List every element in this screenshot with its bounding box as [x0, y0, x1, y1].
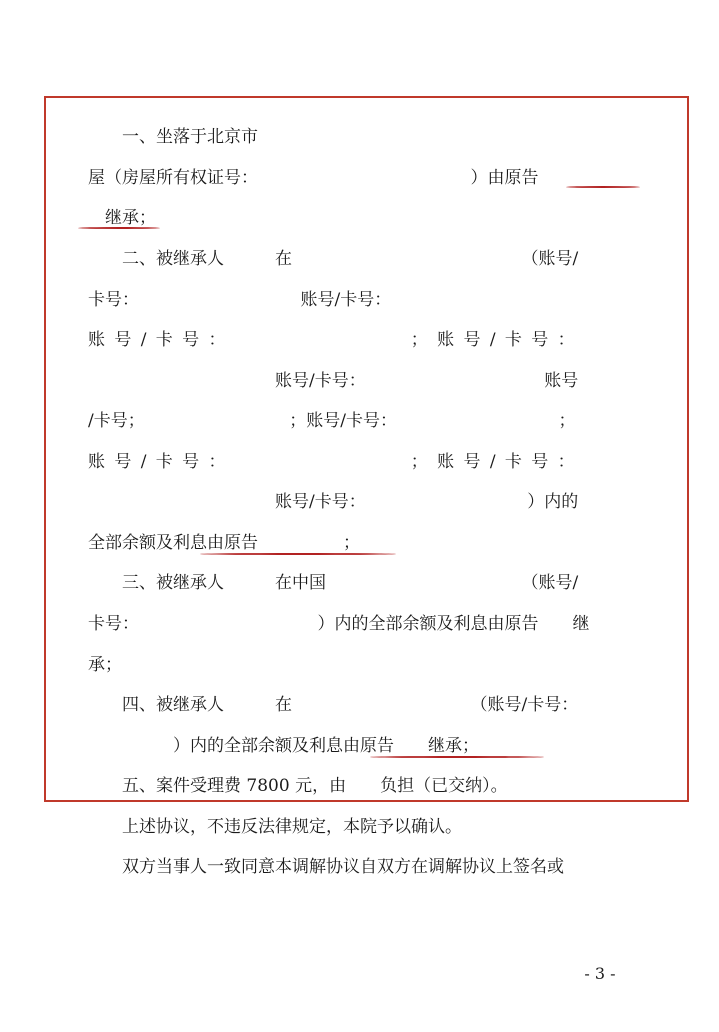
text-line-15: 四、被继承人 在 （账号/卡号： [88, 695, 579, 715]
red-underline [78, 227, 160, 229]
text-line-2: 屋（房屋所有权证号： ）由原告 [88, 168, 539, 188]
text-line-6: 账号/卡号： ；账号/卡号： [88, 330, 584, 350]
text-line-4: 二、被继承人 在 （账号/ [88, 249, 579, 269]
text-line-8: /卡号； ；账号/卡号： ； [88, 411, 576, 431]
text-line-10: 账号/卡号： ）内的 [88, 492, 579, 512]
text-line-14: 承； [88, 655, 122, 675]
text-line-12: 三、被继承人 在中国 （账号/ [88, 573, 579, 593]
text-line-17: 五、案件受理费 7800 元，由 负担（已交纳）。 [88, 776, 508, 796]
text-line-7: 账号/卡号： 账号 [88, 371, 579, 391]
text-line-19: 双方当事人一致同意本调解协议自双方在调解协议上签名或 [88, 857, 564, 877]
red-underline [370, 756, 544, 758]
text-line-11: 全部余额及利息由原告 ； [88, 533, 360, 553]
text-line-16: ）内的全部余额及利息由原告 继承； [88, 736, 479, 756]
text-line-3: 继承； [88, 208, 156, 228]
text-line-1: 一、坐落于北京市 [88, 127, 258, 147]
red-underline [566, 186, 640, 188]
text-line-9: 账号/卡号： ；账号/卡号： [88, 452, 584, 472]
page-number: - 3 - [584, 964, 616, 983]
text-line-5: 卡号： 账号/卡号： [88, 290, 392, 310]
text-line-13: 卡号： ）内的全部余额及利息由原告 继 [88, 614, 590, 634]
red-underline [200, 553, 396, 555]
text-line-18: 上述协议，不违反法律规定，本院予以确认。 [88, 817, 462, 837]
